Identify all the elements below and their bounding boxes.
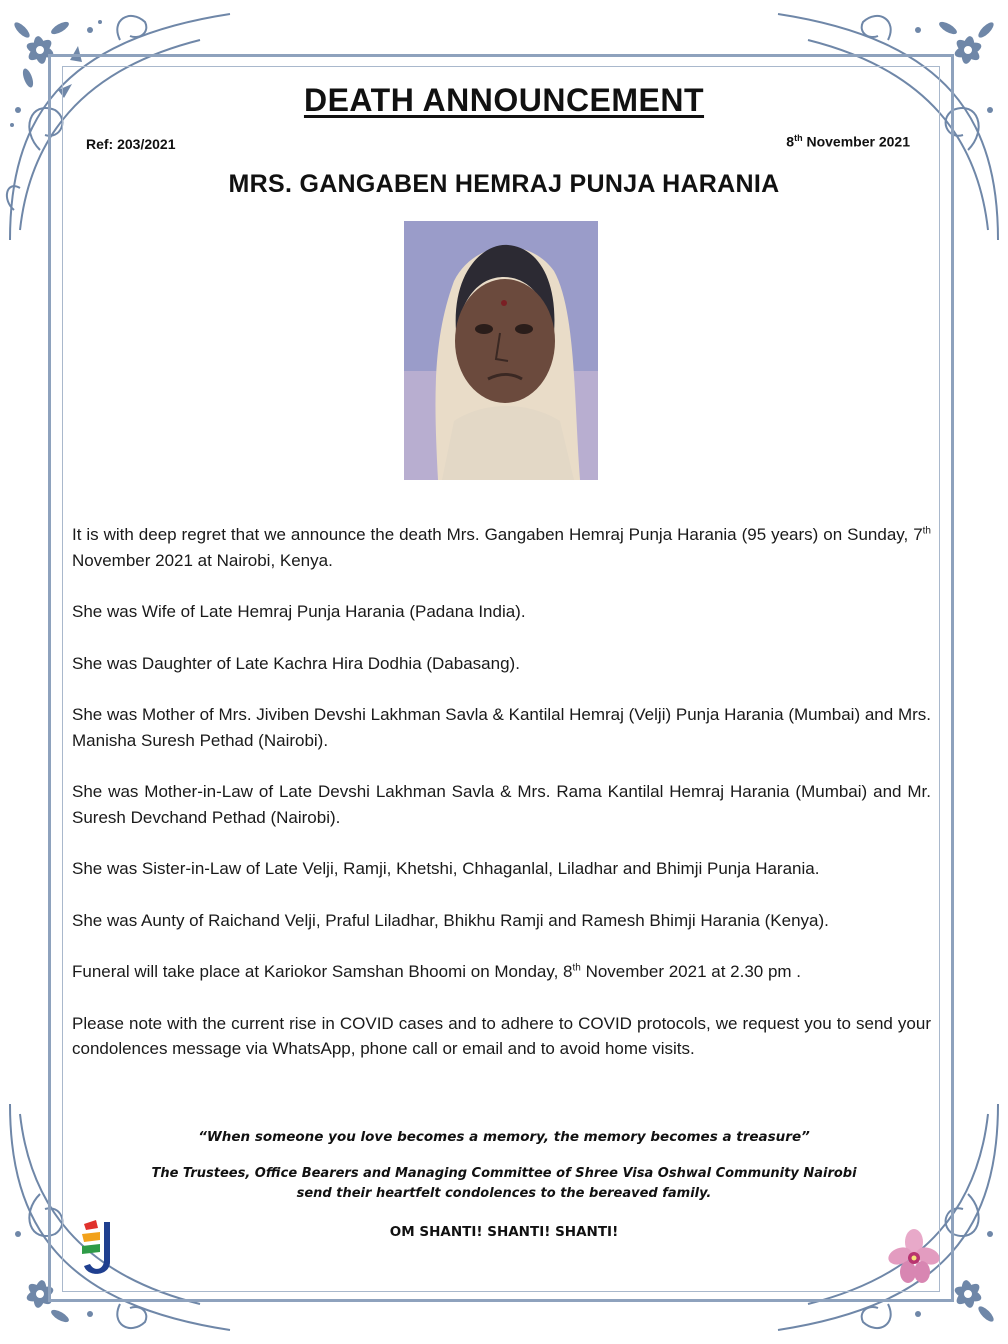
paragraph-wife: She was Wife of Late Hemraj Punja Harania (Padana India). [72,602,526,621]
condolence-message [0,1164,1008,1204]
page-title: DEATH ANNOUNCEMENT [303,82,705,118]
paragraph-covid-note: Please note with the current rise in COVID cases and to adhere to COVID protocols, we request you to send your condolences message via WhatsApp, phone call or email and to avoid home visits. [72,1013,931,1058]
orchid-flower-icon [888,1228,940,1284]
paragraph-mother-in-law: She was Mother-in-Law of Late Devshi Lakhman Savla & Mrs. Rama Kantilal Hemraj Harania (Mumbai) and Mr. Suresh Devchand Pethad (Nairobi). [72,782,931,827]
condolence-line-2: send their heartfelt condolences to the bereaved family. [296,1186,712,1201]
deceased-name: MRS. GANGABEN HEMRAJ PUNJA HARANIA [228,170,780,198]
announcement-date: 8th November 2021 [786,133,910,150]
paragraph-sister-in-law: She was Sister-in-Law of Late Velji, Ramji, Khetshi, Chhaganlal, Liladhar and Bhimji Punja Harania. [72,859,820,878]
paragraph-death-notice: It is with deep regret that we announce the death Mrs. Gangaben Hemraj Punja Harania (95 years) on Sunday, 7th November 2021 at Nairobi, Kenya. [72,525,931,570]
paragraph-aunty: She was Aunty of Raichand Velji, Praful Liladhar, Bhikhu Ramji and Ramesh Bhimji Harania (Kenya). [72,910,829,930]
portrait-photo [404,221,598,480]
paragraph-mother: She was Mother of Mrs. Jiviben Devshi Lakhman Savla & Kantilal Hemraj (Velji) Punja Harania (Mumbai) and Mrs. Manisha Suresh Pethad (Nairobi). [72,705,931,750]
reference-number: Ref: 203/2021 [86,136,176,152]
memorial-quote: “When someone you love becomes a memory, the memory becomes a treasure” [198,1129,810,1145]
condolence-line-1: The Trustees, Office Bearers and Managing Committee of Shree Visa Oshwal Community Nairobi [151,1166,857,1181]
closing-prayer: OM SHANTI! SHANTI! SHANTI! [389,1224,619,1240]
paragraph-funeral: Funeral will take place at Kariokor Samshan Bhoomi on Monday, 8th November 2021 at 2.30 pm . [72,962,802,981]
announcement-body [72,522,931,1088]
paragraph-daughter: She was Daughter of Late Kachra Hira Dodhia (Dabasang). [72,653,520,673]
community-logo-icon [76,1218,118,1280]
